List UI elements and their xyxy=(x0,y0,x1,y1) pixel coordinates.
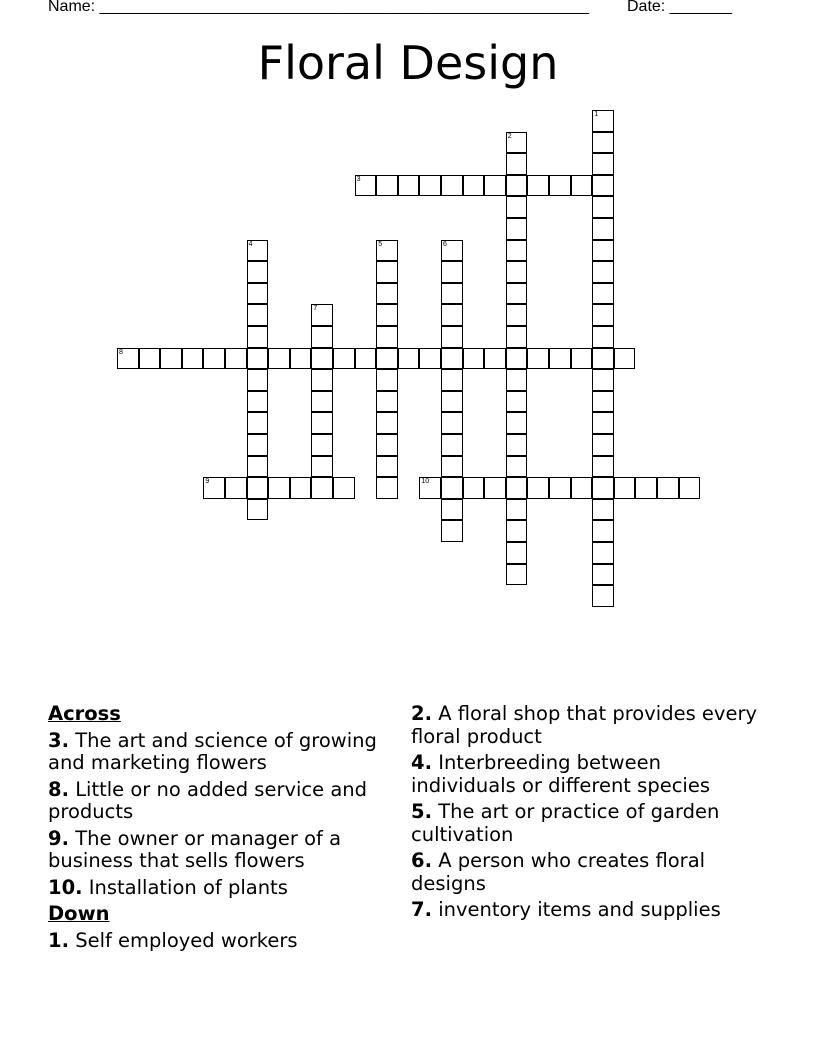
clue-down-4 xyxy=(411,752,771,797)
grid-cell[interactable] xyxy=(419,348,441,370)
cell-number: 8 xyxy=(119,348,123,356)
grid-cell[interactable] xyxy=(139,348,161,370)
grid-cell[interactable] xyxy=(441,326,463,348)
grid-cell[interactable] xyxy=(506,175,528,197)
grid-cell[interactable] xyxy=(441,304,463,326)
grid-cell[interactable] xyxy=(203,348,225,370)
grid-cell[interactable] xyxy=(592,369,614,391)
grid-cell[interactable] xyxy=(679,477,701,499)
grid-cell[interactable] xyxy=(376,369,398,391)
grid-cell[interactable] xyxy=(441,391,463,413)
grid-cell[interactable] xyxy=(311,477,333,499)
cell-number: 7 xyxy=(313,305,318,313)
grid-cell[interactable] xyxy=(506,564,528,586)
grid-cell[interactable] xyxy=(592,391,614,413)
grid-cell[interactable] xyxy=(376,261,398,283)
grid-cell[interactable] xyxy=(203,477,225,499)
grid-cell[interactable] xyxy=(311,348,333,370)
grid-cell[interactable] xyxy=(268,477,290,499)
grid-cell[interactable] xyxy=(592,153,614,175)
cell-number: 3 xyxy=(356,175,361,183)
grid-cell[interactable] xyxy=(247,391,269,413)
grid-cell[interactable] xyxy=(247,304,269,326)
grid-cell[interactable] xyxy=(376,456,398,478)
grid-cell[interactable] xyxy=(527,175,549,197)
clues-right-column xyxy=(411,703,771,926)
clue-number: 3. xyxy=(48,728,69,752)
grid-cell[interactable] xyxy=(592,261,614,283)
grid-cell[interactable] xyxy=(441,499,463,521)
grid-cell[interactable] xyxy=(441,283,463,305)
grid-cell[interactable] xyxy=(419,477,441,499)
grid-cell[interactable] xyxy=(247,456,269,478)
clue-across-9 xyxy=(48,828,393,873)
grid-cell[interactable] xyxy=(376,304,398,326)
grid-cell[interactable] xyxy=(506,391,528,413)
grid-cell[interactable] xyxy=(592,542,614,564)
grid-cell[interactable] xyxy=(635,477,657,499)
clue-down-2 xyxy=(411,703,771,748)
grid-cell[interactable] xyxy=(592,477,614,499)
grid-cell[interactable] xyxy=(398,348,420,370)
grid-cell[interactable] xyxy=(441,261,463,283)
grid-cell[interactable] xyxy=(290,348,312,370)
grid-cell[interactable] xyxy=(506,477,528,499)
grid-cell[interactable] xyxy=(376,434,398,456)
grid-cell[interactable] xyxy=(592,304,614,326)
grid-cell[interactable] xyxy=(614,477,636,499)
grid-cell[interactable] xyxy=(398,175,420,197)
grid-cell[interactable] xyxy=(592,434,614,456)
grid-cell[interactable] xyxy=(160,348,182,370)
grid-cell[interactable] xyxy=(441,240,463,262)
clue-text: inventory items and supplies xyxy=(438,898,721,921)
clues-left-column xyxy=(48,703,393,956)
clue-text: The owner or manager of a business that sells flowers xyxy=(48,826,342,872)
grid-cell[interactable] xyxy=(247,477,269,499)
clue-across-3 xyxy=(48,730,393,775)
grid-cell[interactable] xyxy=(549,348,571,370)
grid-cell[interactable] xyxy=(355,175,377,197)
grid-cell[interactable] xyxy=(376,391,398,413)
grid-cell[interactable] xyxy=(311,304,333,326)
clue-text: Self employed workers xyxy=(75,928,298,952)
clue-down-5 xyxy=(411,801,771,846)
clue-text: Installation of plants xyxy=(88,875,288,899)
clue-number: 8. xyxy=(48,777,69,801)
grid-cell[interactable] xyxy=(592,585,614,607)
grid-cell[interactable] xyxy=(506,240,528,262)
grid-cell[interactable] xyxy=(247,412,269,434)
clue-number: 5. xyxy=(411,800,432,823)
grid-cell[interactable] xyxy=(614,348,636,370)
grid-cell[interactable] xyxy=(247,348,269,370)
clue-number: 2. xyxy=(411,702,432,725)
grid-cell[interactable] xyxy=(592,564,614,586)
grid-cell[interactable] xyxy=(592,196,614,218)
grid-cell[interactable] xyxy=(506,196,528,218)
clue-down-1 xyxy=(48,930,393,953)
grid-cell[interactable] xyxy=(376,283,398,305)
grid-cell[interactable] xyxy=(506,348,528,370)
grid-cell[interactable] xyxy=(571,175,593,197)
clue-down-6 xyxy=(411,850,771,895)
clue-text: A person who creates floral designs xyxy=(411,849,706,895)
grid-cell[interactable] xyxy=(592,132,614,154)
clue-across-10 xyxy=(48,877,393,900)
clue-number: 7. xyxy=(411,898,432,921)
clue-across-8 xyxy=(48,779,393,824)
grid-cell[interactable] xyxy=(592,456,614,478)
grid-cell[interactable] xyxy=(592,283,614,305)
grid-cell[interactable] xyxy=(247,434,269,456)
grid-cell[interactable] xyxy=(571,477,593,499)
grid-cell[interactable] xyxy=(247,369,269,391)
clue-number: 1. xyxy=(48,928,69,952)
grid-cell[interactable] xyxy=(527,477,549,499)
across-heading: Across xyxy=(48,702,121,725)
grid-cell[interactable] xyxy=(592,326,614,348)
grid-cell[interactable] xyxy=(441,456,463,478)
clue-text: Little or no added service and products xyxy=(48,777,368,823)
grid-cell[interactable] xyxy=(247,326,269,348)
cell-number: 1 xyxy=(594,111,599,118)
grid-cell[interactable] xyxy=(376,326,398,348)
grid-cell[interactable] xyxy=(592,110,614,132)
grid-cell[interactable] xyxy=(506,153,528,175)
grid-cell[interactable] xyxy=(484,477,506,499)
clue-down-7 xyxy=(411,899,771,922)
grid-cell[interactable] xyxy=(463,477,485,499)
grid-cell[interactable] xyxy=(506,520,528,542)
cell-number: 5 xyxy=(378,240,383,248)
cell-number: 2 xyxy=(507,132,512,140)
grid-cell[interactable] xyxy=(355,348,377,370)
grid-cell[interactable] xyxy=(506,456,528,478)
down-heading: Down xyxy=(48,902,110,925)
clue-text: The art and science of growing and marketing flowers xyxy=(48,728,377,774)
grid-cell[interactable] xyxy=(419,175,441,197)
grid-cell[interactable] xyxy=(463,348,485,370)
grid-cell[interactable] xyxy=(311,391,333,413)
grid-cell[interactable] xyxy=(441,348,463,370)
grid-cell[interactable] xyxy=(592,348,614,370)
grid-cell[interactable] xyxy=(506,261,528,283)
grid-cell[interactable] xyxy=(506,499,528,521)
grid-cell[interactable] xyxy=(225,477,247,499)
grid-cell[interactable] xyxy=(117,348,139,370)
grid-cell[interactable] xyxy=(592,520,614,542)
grid-cell[interactable] xyxy=(592,412,614,434)
grid-cell[interactable] xyxy=(441,477,463,499)
cell-number: 4 xyxy=(248,240,253,248)
grid-cell[interactable] xyxy=(376,175,398,197)
grid-cell[interactable] xyxy=(506,132,528,154)
grid-cell[interactable] xyxy=(333,477,355,499)
grid-cell[interactable] xyxy=(463,175,485,197)
grid-cell[interactable] xyxy=(376,240,398,262)
grid-cell[interactable] xyxy=(311,456,333,478)
grid-cell[interactable] xyxy=(506,369,528,391)
clue-text: Interbreeding between individuals or different species xyxy=(411,751,710,797)
grid-cell[interactable] xyxy=(376,477,398,499)
clue-number: 6. xyxy=(411,849,432,872)
grid-cell[interactable] xyxy=(549,175,571,197)
grid-cell[interactable] xyxy=(527,348,549,370)
grid-cell[interactable] xyxy=(311,326,333,348)
clue-number: 10. xyxy=(48,875,83,899)
clue-text: The art or practice of garden cultivation xyxy=(411,800,720,846)
grid-cell[interactable] xyxy=(592,175,614,197)
grid-cell[interactable] xyxy=(247,283,269,305)
cell-number: 6 xyxy=(443,240,447,248)
grid-cell[interactable] xyxy=(592,240,614,262)
grid-cell[interactable] xyxy=(441,175,463,197)
grid-cell[interactable] xyxy=(592,218,614,240)
name-field[interactable]: Name: _______________________________________________________ xyxy=(48,0,589,15)
grid-cell[interactable] xyxy=(225,348,247,370)
grid-cell[interactable] xyxy=(441,412,463,434)
page-title: Floral Design xyxy=(257,36,559,90)
grid-cell[interactable] xyxy=(484,348,506,370)
grid-cell[interactable] xyxy=(506,218,528,240)
grid-cell[interactable] xyxy=(506,542,528,564)
clue-number: 4. xyxy=(411,751,432,774)
grid-cell[interactable] xyxy=(506,434,528,456)
grid-cell[interactable] xyxy=(311,369,333,391)
cell-number: 10 xyxy=(421,478,430,486)
grid-cell[interactable] xyxy=(484,175,506,197)
grid-cell[interactable] xyxy=(592,499,614,521)
grid-cell[interactable] xyxy=(182,348,204,370)
grid-cell[interactable] xyxy=(247,499,269,521)
grid-cell[interactable] xyxy=(506,304,528,326)
clue-text: A floral shop that provides every floral product xyxy=(411,702,758,748)
grid-cell[interactable] xyxy=(441,434,463,456)
grid-cell[interactable] xyxy=(657,477,679,499)
grid-cell[interactable] xyxy=(311,412,333,434)
grid-cell[interactable] xyxy=(506,412,528,434)
grid-cell[interactable] xyxy=(333,348,355,370)
grid-cell[interactable] xyxy=(268,348,290,370)
cell-number: 9 xyxy=(205,478,210,486)
grid-cell[interactable] xyxy=(506,283,528,305)
grid-cell[interactable] xyxy=(506,326,528,348)
grid-cell[interactable] xyxy=(549,477,571,499)
date-field[interactable]: Date: _______ xyxy=(627,0,732,15)
grid-cell[interactable] xyxy=(311,434,333,456)
grid-cell[interactable] xyxy=(441,369,463,391)
grid-cell[interactable] xyxy=(376,348,398,370)
grid-cell[interactable] xyxy=(247,240,269,262)
clue-number: 9. xyxy=(48,826,69,850)
grid-cell[interactable] xyxy=(441,520,463,542)
grid-cell[interactable] xyxy=(571,348,593,370)
grid-cell[interactable] xyxy=(247,261,269,283)
grid-cell[interactable] xyxy=(376,412,398,434)
grid-cell[interactable] xyxy=(290,477,312,499)
